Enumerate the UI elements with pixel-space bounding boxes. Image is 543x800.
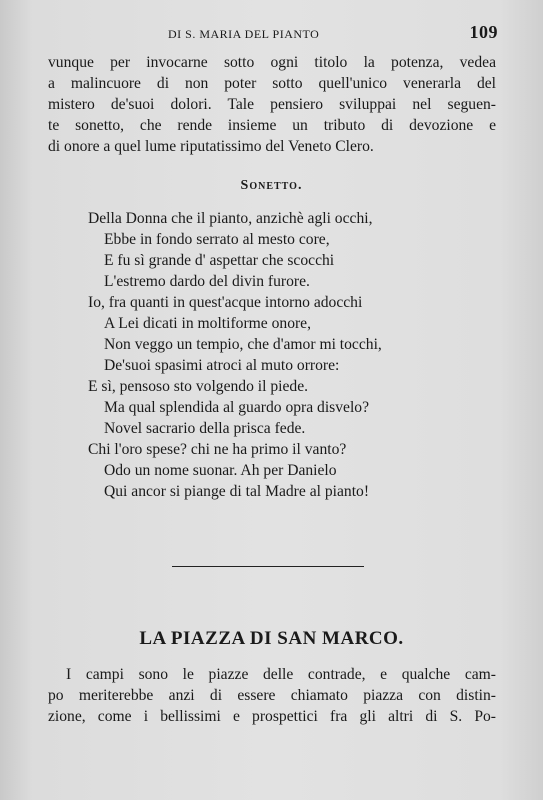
intro-line: mistero de'suoi dolori. Tale pensiero sviluppai nel seguen-	[48, 96, 496, 113]
sonnet-verse: A Lei dicati in moltiforme onore,	[104, 315, 311, 332]
closing-line: po meriterebbe anzi di essere chiamato piazza con distin-	[48, 687, 496, 704]
sonnet-verse: Io, fra quanti in quest'acque intorno adocchi	[88, 294, 363, 311]
intro-line: vunque per invocarne sotto ogni titolo la potenza, vedea	[48, 54, 496, 71]
sonnet-verse: Ma qual splendida al guardo opra disvelo?	[104, 399, 370, 416]
intro-line: te sonetto, che rende insieme un tributo di devozione e	[48, 117, 496, 134]
sonnet-verse: E sì, pensoso sto volgendo il piede.	[88, 378, 309, 395]
sonnet-title: Sonetto.	[240, 178, 303, 193]
sonnet-verse: Novel sacrario della prisca fede.	[104, 420, 306, 437]
section-divider	[172, 566, 364, 567]
running-title: DI S. MARIA DEL PIANTO	[168, 27, 320, 41]
sonnet-verse: Odo un nome suonar. Ah per Danielo	[104, 462, 337, 479]
sonnet-verse: L'estremo dardo del divin furore.	[104, 273, 310, 290]
closing-line: I campi sono le piazze delle contrade, e qualche cam-	[66, 666, 496, 683]
sonnet-verse: Non veggo un tempio, che d'amor mi tocchi,	[104, 336, 382, 353]
sonnet-verse: E fu sì grande d' aspettar che scocchi	[104, 252, 335, 269]
sonnet-verse: Ebbe in fondo serrato al mesto core,	[104, 231, 330, 248]
closing-line: zione, come i bellissimi e prospettici fra gli altri di S. Po-	[48, 708, 496, 725]
sonnet-verse: Chi l'oro spese? chi ne ha primo il vanto?	[88, 441, 347, 458]
page-number: 109	[469, 22, 498, 42]
closing-paragraph	[48, 664, 496, 727]
section-title: LA PIAZZA DI SAN MARCO.	[139, 628, 404, 649]
intro-line: di onore a quel lume riputatissimo del Veneto Clero.	[48, 138, 374, 155]
sonnet-verse: Della Donna che il pianto, anzichè agli occhi,	[88, 210, 373, 227]
sonnet-verse: Qui ancor si piange di tal Madre al pianto!	[104, 483, 370, 500]
intro-line: a malincuore di non poter sotto quell'unico venerarla del	[48, 75, 496, 92]
sonnet-verse: De'suoi spasimi atroci al muto orrore:	[104, 357, 340, 374]
intro-paragraph	[48, 52, 496, 157]
running-head	[48, 22, 498, 44]
